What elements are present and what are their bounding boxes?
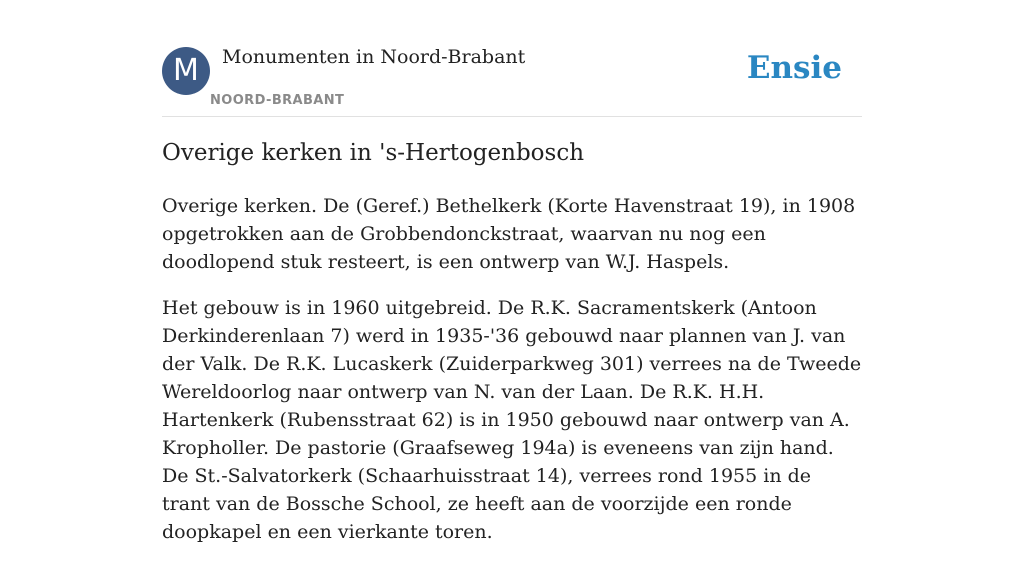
paragraph: Overige kerken. De (Geref.) Bethelkerk (Korte Havenstraat 19), in 1908 opgetrokken aan de Grobbendonckstraat, waarvan nu nog een doodlopend stuk resteert, is een ontwerp van W.J. Haspels.	[162, 195, 856, 273]
article-title: Overige kerken in 's-Hertogenbosch	[162, 140, 585, 166]
paragraph: Het gebouw is in 1960 uitgebreid. De R.K. Sacramentskerk (Antoon Derkinderenlaan 7) werd in 1935-'36 gebouwd naar plannen van J. van der Valk. De R.K. Lucaskerk (Zuiderparkweg 301) verrees na de Tweede Wereldoorlog naar ontwerp van N. van der Laan. De R.K. H.H. Hartenkerk (Rubensstraat 62) is in 1950 gebouwd naar ontwerp van A. Kropholler. De pastorie (Graafseweg 194a) is eveneens van zijn hand. De St.-Salvatorkerk (Schaarhuisstraat 14), verrees rond 1955 in de trant van de Bossche School, ze heeft aan de voorzijde een ronde doopkapel en een vierkante toren.	[162, 297, 862, 543]
brand-logo[interactable]: Ensie	[746, 50, 842, 86]
source-title[interactable]: Monumenten in Noord-Brabant	[222, 46, 526, 68]
header	[162, 44, 862, 117]
article-body	[162, 192, 862, 564]
avatar[interactable]: M	[162, 47, 210, 95]
source-category[interactable]: NOORD-BRABANT	[210, 93, 345, 108]
